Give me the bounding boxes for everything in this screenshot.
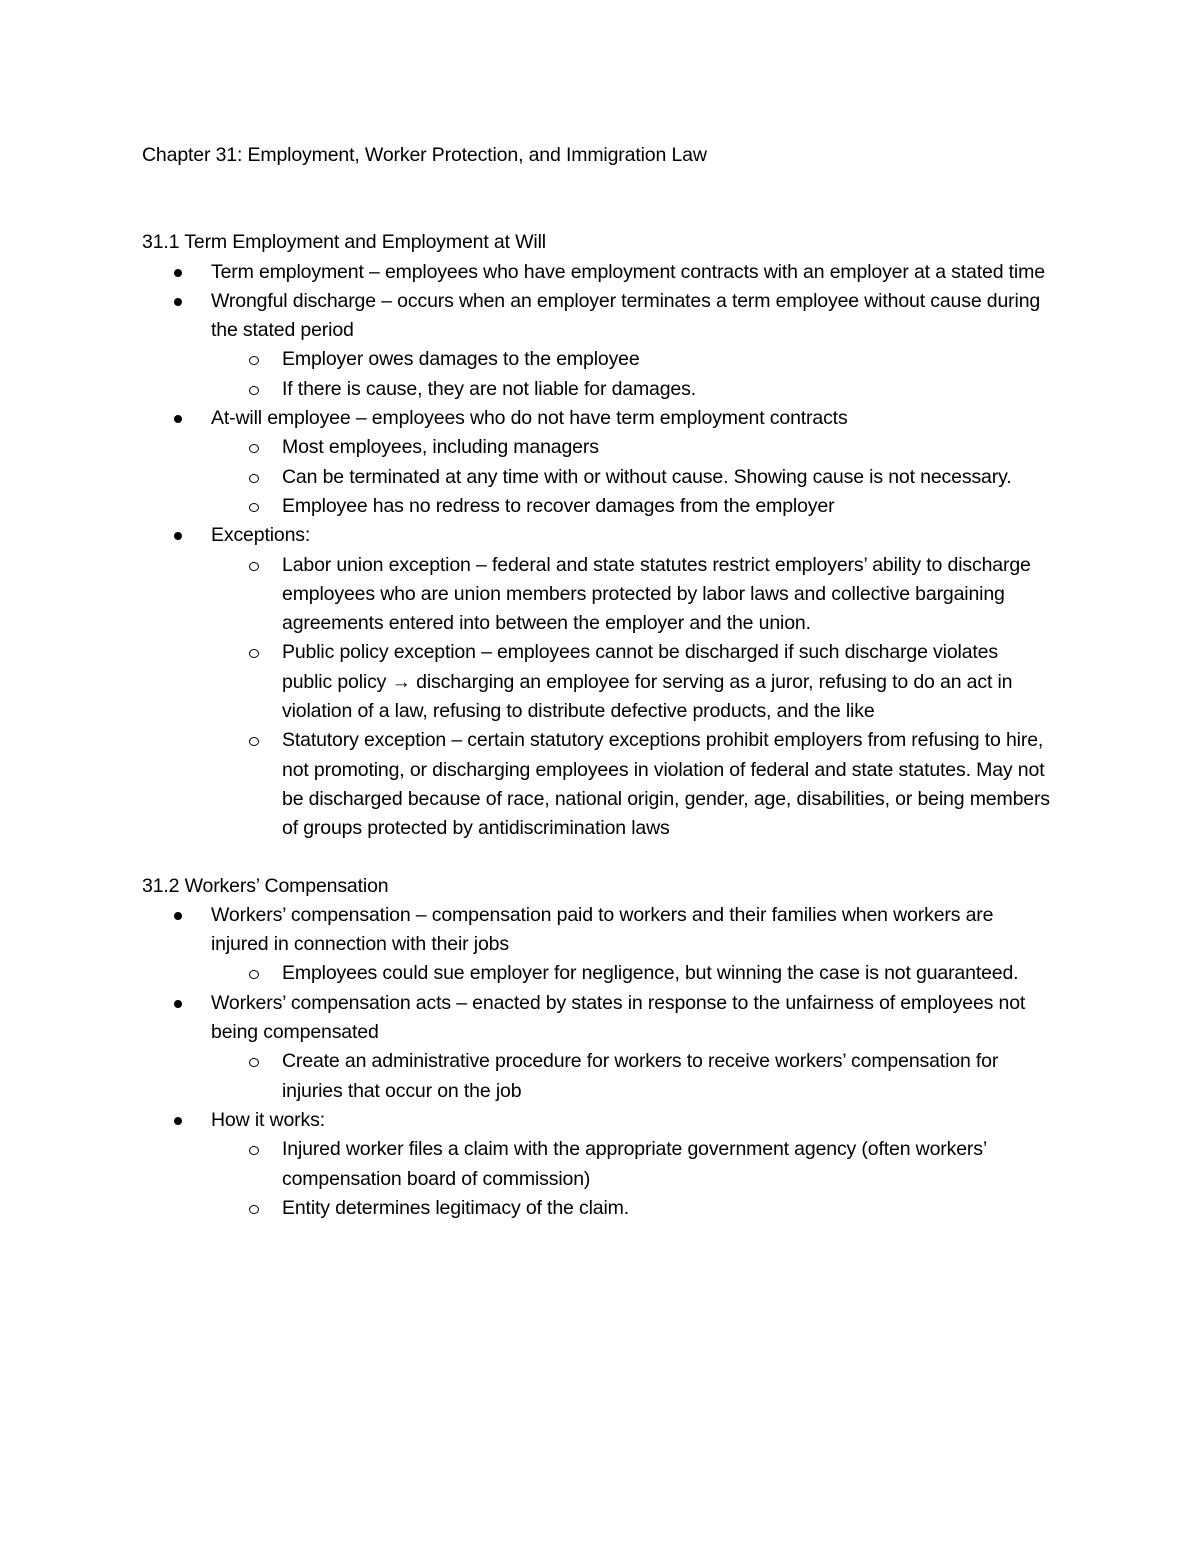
document-body xyxy=(142,141,1052,1223)
sub-bullet-list xyxy=(211,1135,1052,1223)
bullet-item xyxy=(211,901,1052,989)
sub-bullet-text: Employees could sue employer for negligence, but winning the case is not guaranteed. xyxy=(282,962,1019,985)
bullet-item xyxy=(211,258,1052,287)
bullet-icon xyxy=(174,1000,182,1008)
bullet-list xyxy=(142,901,1052,1223)
bullet-item xyxy=(211,404,1052,521)
bullet-item xyxy=(211,1106,1052,1223)
bullet-text: Workers’ compensation acts – enacted by states in response to the unfairness of employees not being compensated xyxy=(211,991,1026,1044)
sub-bullet-text: Employer owes damages to the employee xyxy=(282,348,640,371)
bullet-list xyxy=(142,258,1052,844)
sub-bullet-list xyxy=(211,551,1052,844)
bullet-icon xyxy=(174,532,182,540)
sub-bullet-item xyxy=(282,433,1052,462)
hollow-bullet-icon xyxy=(249,1058,259,1067)
sub-bullet-text: Public policy exception – employees cannot be discharged if such discharge violates public policy → discharging an employee for serving as a juror, refusing to do an act in violation of a law, refusing to distribute defective products, and the like xyxy=(282,641,1013,723)
sub-bullet-text: Create an administrative procedure for workers to receive workers’ compensation for injuries that occur on the job xyxy=(282,1050,999,1102)
sections-container xyxy=(142,228,1052,1223)
hollow-bullet-icon xyxy=(249,1205,259,1214)
hollow-bullet-icon xyxy=(249,1146,259,1155)
bullet-icon xyxy=(174,1117,182,1125)
sub-bullet-text: Employee has no redress to recover damages from the employer xyxy=(282,494,835,517)
hollow-bullet-icon xyxy=(249,562,259,571)
bullet-text: Wrongful discharge – occurs when an employer terminates a term employee without cause during the stated period xyxy=(211,289,1041,342)
hollow-bullet-icon xyxy=(249,474,259,483)
bullet-item xyxy=(211,989,1052,1106)
hollow-bullet-icon xyxy=(249,503,259,512)
section-heading: 31.1 Term Employment and Employment at Will xyxy=(142,231,546,254)
sub-bullet-text: Labor union exception – federal and state statutes restrict employers’ ability to discharge employees who are union members protected by labor laws and collective bargaining agreements entered into between the employer and the union. xyxy=(282,553,1031,635)
hollow-bullet-icon xyxy=(249,970,259,979)
bullet-text: Term employment – employees who have employment contracts with an employer at a stated time xyxy=(211,260,1045,283)
section-heading: 31.2 Workers’ Compensation xyxy=(142,874,389,897)
sub-bullet-item xyxy=(282,375,1052,404)
sub-bullet-list xyxy=(211,433,1052,521)
sub-bullet-list xyxy=(211,959,1052,988)
sub-bullet-item xyxy=(282,492,1052,521)
sub-bullet-item xyxy=(282,551,1052,639)
bullet-item xyxy=(211,521,1052,843)
document-title: Chapter 31: Employment, Worker Protection, and Immigration Law xyxy=(142,144,707,166)
sub-bullet-list xyxy=(211,1047,1052,1106)
sub-bullet-item xyxy=(282,638,1052,726)
bullet-icon xyxy=(174,912,182,920)
sub-bullet-text: If there is cause, they are not liable for damages. xyxy=(282,377,696,400)
sub-bullet-text: Injured worker files a claim with the appropriate government agency (often workers’ compensation board of commission) xyxy=(282,1138,987,1190)
sub-bullet-item xyxy=(282,726,1052,843)
sub-bullet-item xyxy=(282,463,1052,492)
bullet-text: How it works: xyxy=(211,1108,325,1131)
sub-bullet-item xyxy=(282,959,1052,988)
bullet-item xyxy=(211,287,1052,404)
bullet-text: Exceptions: xyxy=(211,524,311,547)
hollow-bullet-icon xyxy=(249,737,259,746)
sub-bullet-item xyxy=(282,1135,1052,1194)
bullet-text: Workers’ compensation – compensation paid to workers and their families when workers are injured in connection with their jobs xyxy=(211,903,994,956)
bullet-icon xyxy=(174,298,182,306)
hollow-bullet-icon xyxy=(249,356,259,365)
hollow-bullet-icon xyxy=(249,386,259,395)
sub-bullet-item xyxy=(282,345,1052,374)
sub-bullet-text: Entity determines legitimacy of the claim. xyxy=(282,1196,630,1219)
sub-bullet-text: Can be terminated at any time with or without cause. Showing cause is not necessary. xyxy=(282,465,1012,488)
bullet-icon xyxy=(174,415,182,423)
hollow-bullet-icon xyxy=(249,649,259,658)
hollow-bullet-icon xyxy=(249,444,259,453)
sub-bullet-item xyxy=(282,1047,1052,1106)
section-spacer xyxy=(142,844,1052,872)
sub-bullet-item xyxy=(282,1194,1052,1223)
sub-bullet-list xyxy=(211,345,1052,404)
bullet-icon xyxy=(174,269,182,277)
bullet-text: At-will employee – employees who do not have term employment contracts xyxy=(211,407,848,430)
sub-bullet-text: Most employees, including managers xyxy=(282,436,599,459)
sub-bullet-text: Statutory exception – certain statutory exceptions prohibit employers from refusing to hire, not promoting, or discharging employees in violation of federal and state statutes. May not be discharged because of race, national origin, gender, age, disabilities, or being members of groups protected by antidiscrimination laws xyxy=(282,729,1050,840)
